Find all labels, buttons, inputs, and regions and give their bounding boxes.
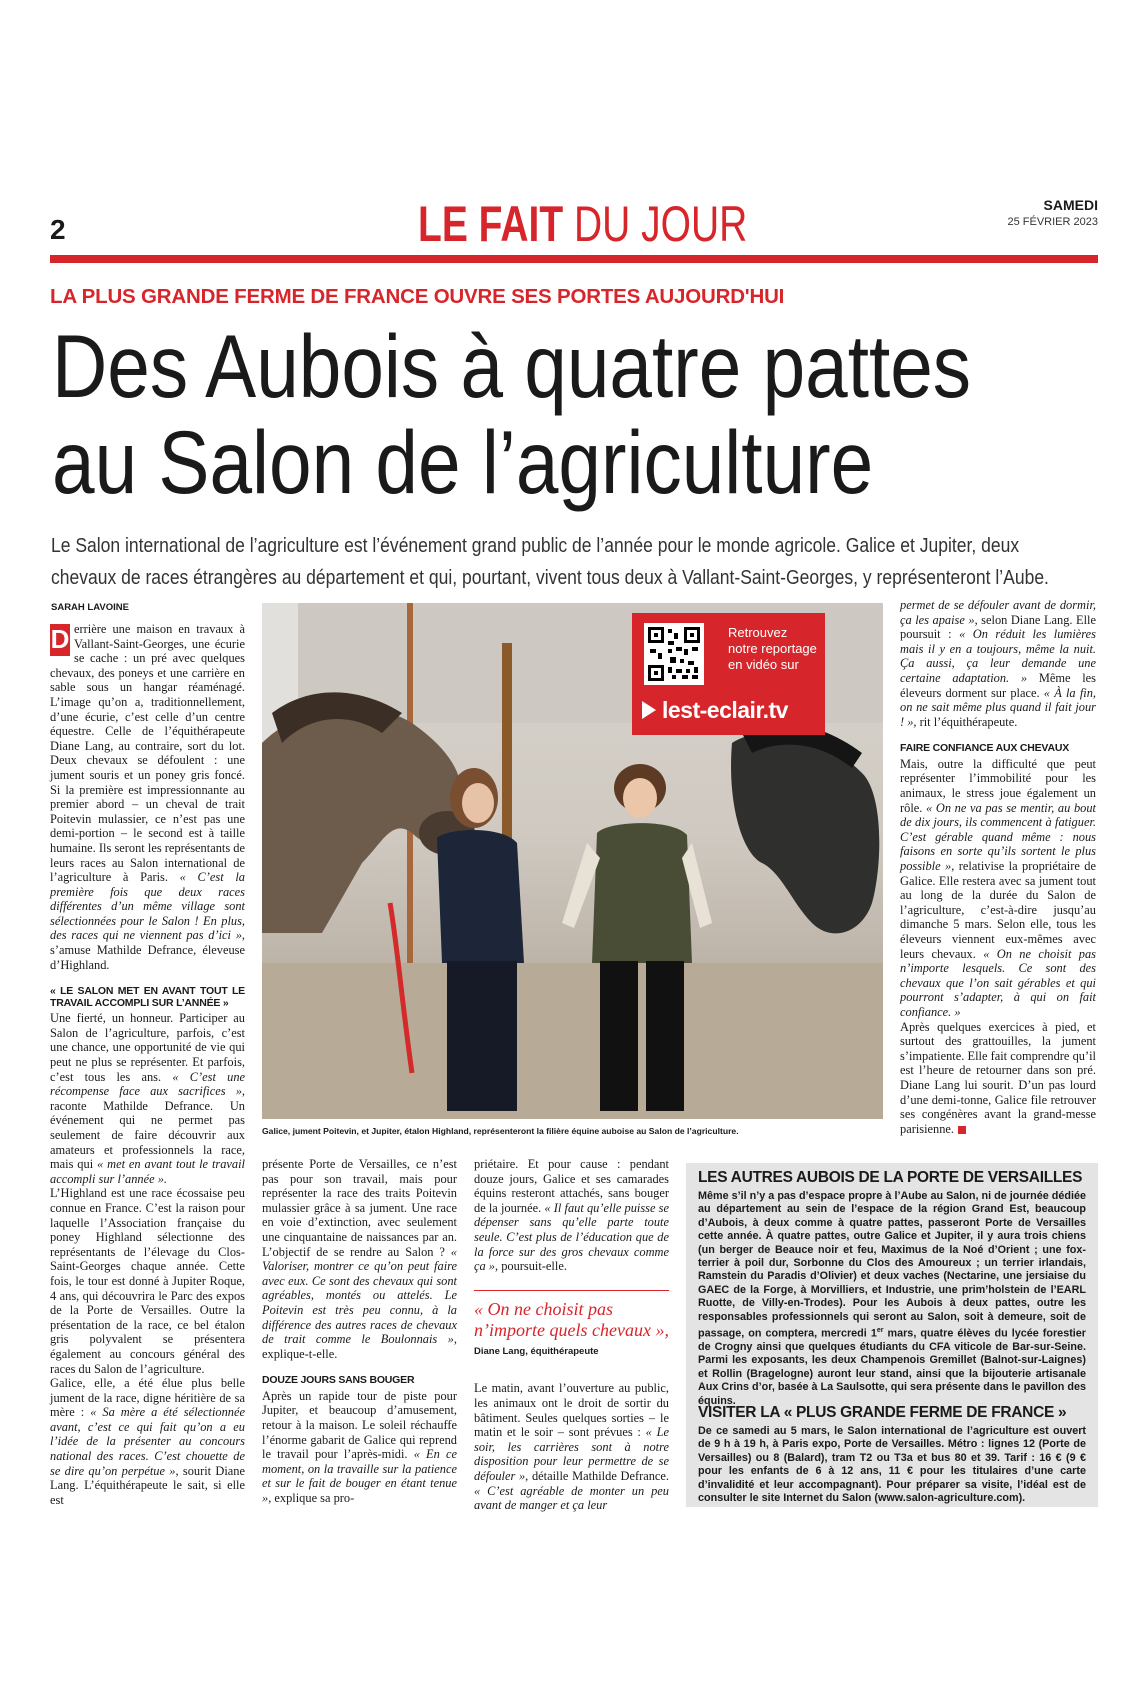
- pull-quote-text: « On ne choisit pas n’importe quels chevaux »,: [474, 1298, 669, 1340]
- standfirst-line-1: Le Salon international de l’agriculture est l’événement grand public de l’année pour le monde agricole. Galice et Jupiter, deux: [51, 535, 1020, 557]
- paragraph: Le matin, avant l’ouverture au public, les animaux ont le droit de sortir du bâtiment. Seules quelques sorties – le matin et le soir – sont prévues : « Le soir, les carrières sont à notre disposition pour leur permettre de se défouler », détaille Mathilde Defrance. « C’est agréable de monter un peu avant de manger et ça leur: [474, 1381, 669, 1513]
- headline: [52, 318, 971, 510]
- info-box: [686, 1163, 1098, 1507]
- page-number: 2: [50, 214, 66, 245]
- drop-cap: D: [50, 624, 70, 654]
- standfirst: [51, 530, 1049, 594]
- paragraph: L’Highland est une race écossaise peu connue en France. C’est la raison pour laquelle l’Association française du poney Highland sélectionne des représentants de l’élevage du Clos-Saint-Georges chaque année. Cette fois, le tour est donné à Jupiter Roque, 4 ans, qui découvrira le Parc des expos de la Porte de Versailles. Outre la présentation de la race, ce bel étalon gris polyvalent se présentera également au concours général des races du Salon de l’agriculture.: [50, 1186, 245, 1376]
- headline-line-1: Des Aubois à quatre pattes: [52, 316, 972, 416]
- section-title-light: DU JOUR: [574, 196, 748, 252]
- subhead: « LE SALON MET EN AVANT TOUT LE TRAVAIL ACCOMPLI SUR L’ANNÉE »: [50, 985, 245, 1009]
- qr-code-icon[interactable]: [644, 623, 704, 685]
- headline-line-2: au Salon de l’agriculture: [52, 412, 874, 512]
- article-column-4: [900, 598, 1096, 1136]
- photo-caption: Galice, jument Poitevin, et Jupiter, étalon Highland, représenteront la filière équine auboise au Salon de l’agriculture.: [262, 1126, 739, 1136]
- paragraph: priétaire. Et pour cause : pendant douze jours, Galice et ses camarades équins resteront attachés, sans bouger de la journée. « Il faut qu’elle puisse se dépenser sans qu’elle parte toute seule. C’est plus de l’éducation que de la force sur des gros chevaux comme ça », poursuit-elle.: [474, 1157, 669, 1274]
- video-promo[interactable]: [632, 613, 825, 735]
- box-title-2: VISITER LA « PLUS GRANDE FERME DE FRANCE »: [698, 1404, 1067, 1421]
- end-mark: [958, 1126, 966, 1134]
- pull-quote: [474, 1290, 669, 1360]
- article-column-2: [262, 1157, 457, 1506]
- pull-quote-author: Diane Lang, équithérapeute: [474, 1345, 599, 1357]
- main-photo: [262, 603, 883, 1119]
- box-text-2: De ce samedi au 5 mars, le Salon international de l’agriculture est ouvert de 9 h à 19 h, à Paris expo, Porte de Versailles. Métro : lignes 12 (Porte de Versailles) ou 8 (Balard), tram T2 ou T3a et bus 80 et 39. Tarif : 16 € (9 € pour les enfants de 6 à 12 ans, 11 € pour les titulaires d’une carte d’invalidité et leur accompagnant). Pour préparer sa visite, l’idéal est de consulter le site Internet du Salon (www.salon-agriculture.com).: [698, 1425, 1086, 1505]
- subhead: DOUZE JOURS SANS BOUGER: [262, 1374, 415, 1387]
- article-column-3: [474, 1157, 669, 1513]
- play-arrow-icon: [642, 701, 656, 719]
- section-title: [418, 196, 747, 252]
- kicker: LA PLUS GRANDE FERME DE FRANCE OUVRE SES PORTES AUJOURD'HUI: [50, 285, 785, 308]
- article-column-1: [50, 622, 245, 1507]
- issue-day: SAMEDI: [1043, 197, 1098, 213]
- promo-text: Retrouvez notre reportage en vidéo sur: [728, 625, 817, 672]
- subhead: FAIRE CONFIANCE AUX CHEVAUX: [900, 742, 1070, 755]
- paragraph: Après quelques exercices à pied, et surtout des grattouilles, la jument s’impatiente. Elle fait comprendre qu’il est l’heure de retourner dans son pré. Diane Lang lui sourit. D’un pas lourd d’une demi-tonne, Galice file retrouver ses congénères avant la grand-messe parisienne.: [900, 1019, 1096, 1136]
- box-text-1: Même s’il n’y a pas d’espace propre à l’Aube au Salon, ni de journée dédiée au département au sein de l’espace de la région Grand Est, beaucoup d’Aubois, à deux comme à quatre pattes, passeront Porte de Versailles cette année. À quatre pattes, outre Galice et Jupiter, il y aura trois chiens (un berger de Beauce noir et feu, Maximus de la Noé d’Orient ; une fox-terrier à poil dur, Sorbonne du Clos des Amoureux ; un terrier irlandais, Ramstein du Paradis d’Olivier) et deux vaches (Nectarine, une jersiaise du GAEC de la Forge, à Morvilliers, et Industrie, une prim’holstein de l’EARL Ruotte, de Villy-en-Trodes). Pour les Aubois à deux pattes, outre les responsables professionnels qui seront au Salon, soit à demeure, soit de passage, on comptera, mercredi 1er mars, quatre élèves du lycée forestier de Crogny ainsi que quelques étudiants du CFA viticole de Bar-sur-Seine. Parmi les exposants, les deux Champenois Gremillet (Balnot-sur-Laignes) et Rollin (Bragelogne) auront leur stand, ainsi que la bijouterie artisanale Aux Crins d’or, basée à La Saulsotte, qui sera présente dans le pavillon des équins.: [698, 1190, 1086, 1407]
- issue-date: 25 FÉVRIER 2023: [1007, 216, 1098, 228]
- paragraph: D errière une maison en travaux à Vallant-Saint-Georges, une écurie se cache : un pré avec quelques chevaux, des poneys et une carrière en sable sous un hangar réaménagé. L’image qu’on a, traditionnellement, d’une écurie, c’est celle d’un centre équestre. Celle de l’équithérapeute Diane Lang, au contraire, sort du lot. Deux chevaux se défoulent : une jument souris et un poney gris foncé. Si la première est impressionnante au premier abord – un cheval de trait Poitevin mulassier, ce n’est pas une demi-portion – le second est à taille humaine. Ils seront les représentants de leurs races au Salon international de l’agriculture à Paris. « C’est la première fois que deux races différentes d’un même village sont sélectionnées pour le Salon ! En plus, des races qui ne viennent pas d’ici », s’amuse Mathilde Defrance, éleveuse d’Highland.: [50, 622, 245, 972]
- box-title-1: LES AUTRES AUBOIS DE LA PORTE DE VERSAILLES: [698, 1169, 1083, 1186]
- paragraph: Après un rapide tour de piste pour Jupiter, et beaucoup d’amusement, retour à la maison. Le soleil réchauffe l’énorme gabarit de Galice qui reprend le travail pour l’après-midi. « En ce moment, on la travaille sur la patience et sur le fait de bouger en étant tenue », explique sa pro-: [262, 1388, 458, 1505]
- paragraph: Galice, elle, a été élue plus belle jument de la race, digne héritière de sa mère : « Sa mère a été sélectionnée avant, c’est ce qui fait qu’on a eu l’idée de la présenter au concours national des races. C’est chouette de se dire qu’on perpétue », sourit Diane Lang. L’équithérapeute le sait, si elle est: [50, 1376, 245, 1507]
- byline: SARAH LAVOINE: [51, 602, 129, 613]
- paragraph: présente Porte de Versailles, ce n’est pas pour son travail, mais pour représenter la race des traits Poitevin mulassier grâce à sa jument. Une race en voie d’extinction, avec seulement une cinquantaine de naissances par an. L’objectif de se rendre au Salon ? « Valoriser, montrer ce qu’on peut faire avec eux. Ce sont des chevaux qui sont agréables, montés ou attelés. Le Poitevin est très peu connu, à la différence des autres races de chevaux de trait comme le Boulonnais », explique-t-elle.: [262, 1157, 457, 1361]
- standfirst-line-2: chevaux de races étrangères au département et qui, pourtant, vivent tous deux à Vallant-Saint-Georges, y représenteront l’Aube.: [51, 567, 1049, 589]
- paragraph: permet de se défouler avant de dormir, ça les apaise », selon Diane Lang. Elle poursuit : « On réduit les lumières mais il y en a toujours, même la nuit. Ça aussi, ça leur demande une certaine adaptation. » Même les éleveurs dorment sur place. « À la fin, on ne sait même plus quand il fait jour ! », rit l’équithérapeute.: [900, 598, 1096, 729]
- section-title-bold: LE FAIT: [418, 196, 564, 252]
- paragraph: Mais, outre la difficulté que peut représenter l’immobilité pour les animaux, le stress joue également un rôle. « On ne va pas se mentir, au bout de dix jours, ils commencent à fatiguer. C’est gérable quand même : nous faisons en sorte qu’ils sortent le plus possible », relativise la propriétaire de Galice. Elle restera avec sa jument tout au long de la durée du Salon de l’agriculture, c’est-à-dire jusqu’au dimanche 5 mars. Selon elle, tous les éleveurs viennent eux-mêmes avec leurs chevaux. « On ne choisit pas n’importe lesquels. Ce sont des chevaux que l’on sait gérables et qui pourront s’adapter, à qui on fait confiance. »: [900, 756, 1096, 1019]
- paragraph: Une fierté, un honneur. Participer au Salon de l’agriculture, parfois, c’est une chance, une opportunité de vie qui peut ne plus se représenter. Et parfois, c’est tous les ans. « C’est une récompense face aux sacrifices », raconte Mathilde Defrance. Un événement qui ne permet pas seulement de faire découvrir aux amateurs et professionnels la race, mais qui « met en avant tout le travail accompli sur l’année ».: [50, 1011, 246, 1186]
- promo-site[interactable]: lest-eclair.tv: [662, 697, 788, 723]
- header-rule: [50, 255, 1098, 263]
